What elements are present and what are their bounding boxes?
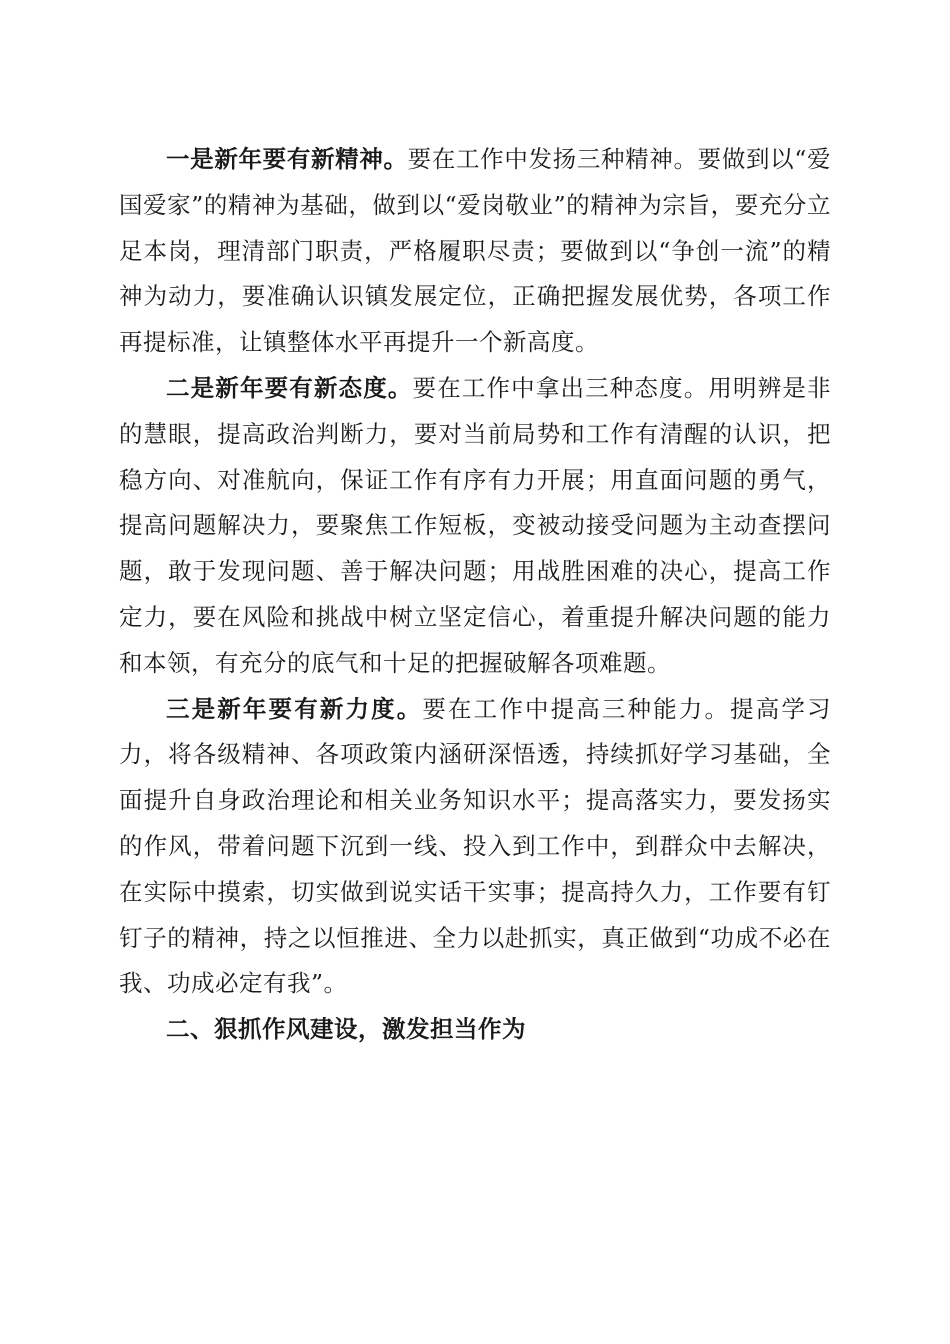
paragraph-body: 要在工作中发扬三种精神。要做到以“爱国爱家”的精神为基础，做到以“爱岗敬业”的精神为宗旨，要充分立足本岗，理清部门职责，严格履职尽责；要做到以“争创一流”的精神为动力，要准确认识镇发展定位，正确把握发展优势，各项工作再提标准，让镇整体水平再提升一个新高度。 [119,145,832,357]
paragraph-new-strength [119,687,831,1008]
paragraph-body: 要在工作中拿出三种态度。用明辨是非的慧眼，提高政治判断力，要对当前局势和工作有清醒的认识，把稳方向、对准航向，保证工作有序有力开展；用直面问题的勇气，提高问题解决力，要聚焦工作短板，变被动接受问题为主动查摆问题，敢于发现问题、善于解决问题；用战胜困难的决心，提高工作定力，要在风险和挑战中树立坚定信心，着重提升解决问题的能力和本领，有充分的底气和十足的把握破解各项难题。 [119,373,832,677]
paragraph-lead: 二是新年要有新态度。 [166,373,413,402]
paragraph-body: 要在工作中提高三种能力。提高学习力，将各级精神、各项政策内涵研深悟透，持续抓好学习基础，全面提升自身政治理论和相关业务知识水平；提高落实力，要发扬实的作风，带着问题下沉到一线、投入到工作中，到群众中去解决，在实际中摸索，切实做到说实话干实事；提高持久力，工作要有钉钉子的精神，持之以恒推进、全力以赴抓实，真正做到“功成不必在我、功成必定有我”。 [119,694,832,998]
paragraph-lead: 三是新年要有新力度。 [166,694,423,723]
paragraph-new-attitude [119,366,831,687]
document-body [119,137,831,1053]
section-heading: 二、狠抓作风建设，激发担当作为 [166,1015,526,1044]
paragraph-lead: 一是新年要有新精神。 [166,145,408,173]
paragraph-new-spirit [119,137,831,366]
